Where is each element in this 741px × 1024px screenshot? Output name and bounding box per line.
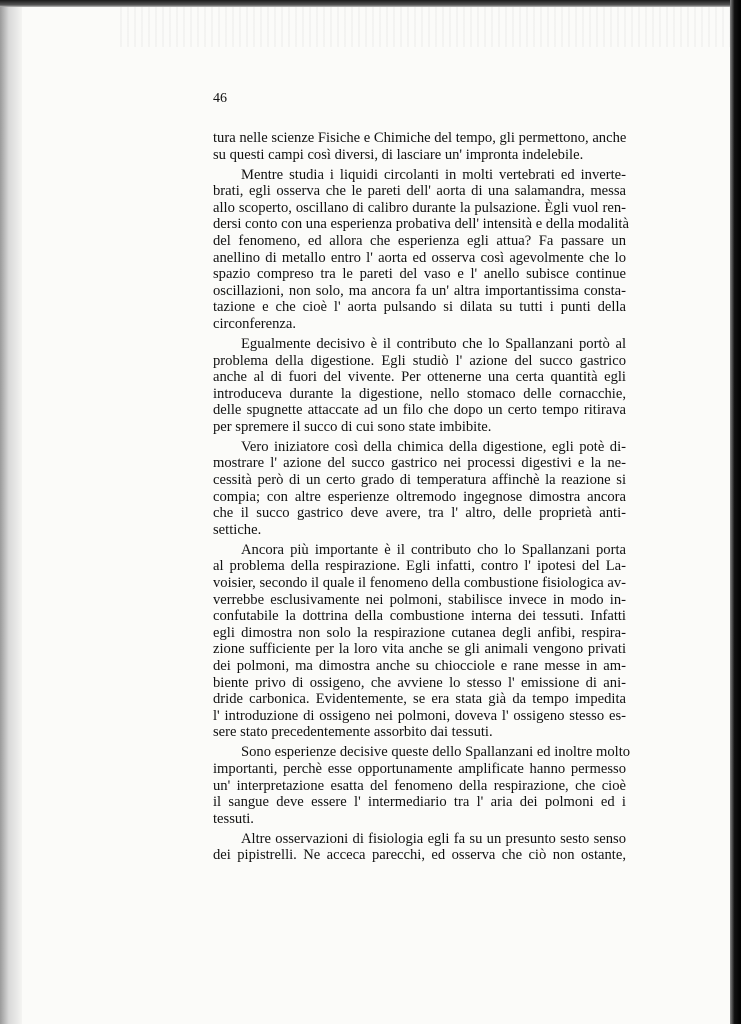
- paragraph: [213, 166, 629, 333]
- text-line: Egualmente decisivo è il contributo che lo Spallanzani portò al: [241, 335, 626, 352]
- text-line: settiche.: [213, 521, 262, 538]
- text-line: Vero iniziatore così della chimica della digestione, egli potè di-: [241, 438, 626, 455]
- body-text: [213, 130, 631, 867]
- text-line: del fenomeno, ed allora che esperienza egli attua? Fa passare un: [213, 232, 626, 249]
- text-line: circonferenza.: [213, 315, 297, 332]
- text-line: problema della digestione. Egli studiò l' azione del succo gastrico: [213, 352, 626, 369]
- paragraph: [213, 336, 626, 436]
- text-line: Ancora più importante è il contributo cho lo Spallanzani porta: [241, 541, 626, 558]
- text-line: sere stato precedentemente assorbito dai tessuti.: [213, 724, 493, 741]
- text-line: delle spugnette attaccate ad un filo che dopo un certo tempo ritirava: [213, 402, 626, 419]
- text-line: allo scoperto, oscillano di calibro durante la pulsazione. Ègli vuol ren-: [213, 199, 626, 216]
- scan-right-edge: [730, 0, 741, 1024]
- scan-left-edge: [0, 0, 22, 1024]
- text-line: dride carbonica. Evidentemente, se era stata già da tempo impedita: [213, 691, 626, 708]
- text-line: importanti, perchè esse opportunamente amplificate hanno permesso: [213, 760, 626, 777]
- text-line: l' introduzione di ossigeno nei polmoni, doveva l' ossigeno stesso es-: [213, 707, 626, 724]
- text-line: dersi conto con una esperienza probativa dell' intensità e della modalità: [213, 216, 629, 233]
- text-line: brati, egli osserva che le pareti dell' aorta di una salamandra, messa: [213, 183, 626, 200]
- text-line: anellino di metallo entro l' aorta ed osserva così agevolmente che lo: [213, 249, 626, 266]
- text-line: Mentre studia i liquidi circolanti in molti vertebrati ed inverte-: [241, 166, 626, 183]
- text-line: al problema della respirazione. Egli infatti, contro l' ipotesi del La-: [213, 558, 626, 575]
- paragraph: [213, 439, 626, 539]
- text-line: dei polmoni, ma dimostra anche su chiocciole e rane messe in am-: [213, 657, 626, 674]
- text-line: biente privo di ossigeno, che avviene lo stesso l' emissione di ani-: [213, 674, 626, 691]
- paragraph: [213, 542, 626, 741]
- text-line: che il succo gastrico deve avere, tra l' altro, delle proprietà anti-: [213, 505, 626, 522]
- text-line: Sono esperienze decisive queste dello Spallanzani ed inoltre molto: [241, 744, 631, 761]
- text-line: spazio compreso tra le pareti del vaso e l' anello subisce continue: [213, 266, 626, 283]
- page-number: 46: [213, 91, 227, 106]
- paragraph: [213, 744, 631, 827]
- text-line: introduceva durante la digestione, nello stomaco delle cornacchie,: [213, 385, 626, 402]
- text-line: compia; con altre esperienze oltremodo ingegnose dimostra ancora: [213, 488, 626, 505]
- text-line: Altre osservazioni di fisiologia egli fa su un presunto sesto senso: [241, 830, 626, 847]
- text-line: il sangue deve essere l' intermediario tra l' aria dei polmoni ed i: [213, 794, 626, 811]
- text-line: su questi campi così diversi, di lasciare un' impronta indelebile.: [213, 146, 584, 163]
- paragraph: [213, 130, 626, 163]
- text-line: egli dimostra non solo la respirazione cutanea degli anfibi, respira-: [213, 624, 626, 641]
- text-line: tessuti.: [213, 810, 254, 827]
- text-line: oscillazioni, non solo, ma ancora fa un' altra importantissima consta-: [213, 282, 626, 299]
- text-line: verrebbe esclusivamente nei polmoni, stabilisce invece in modo in-: [213, 591, 626, 608]
- text-line: un' interpretazione esatta del fenomeno della respirazione, che cioè: [213, 777, 626, 794]
- scan-top-noise: [120, 7, 741, 47]
- paragraph: [213, 831, 626, 864]
- text-line: voisier, secondo il quale il fenomeno della combustione fisiologica av-: [213, 575, 626, 591]
- text-line: cessità però di un certo grado di temperatura affinchè la reazione si: [213, 472, 626, 489]
- scan-top-edge: [0, 0, 741, 7]
- text-line: per spremere il succo di cui sono state imbibite.: [213, 418, 492, 435]
- text-line: dei pipistrelli. Ne acceca parecchi, ed osserva che ciò non ostante,: [213, 847, 626, 864]
- text-line: confutabile la dottrina della combustione interna dei tessuti. Infatti: [213, 608, 626, 625]
- text-line: zione sufficiente per la loro vita anche se gli animali vengono privati: [213, 641, 626, 658]
- text-line: anche al di fuori del vivente. Per ottenerne una certa quantità egli: [213, 369, 626, 386]
- text-line: tura nelle scienze Fisiche e Chimiche del tempo, gli permettono, anche: [213, 130, 627, 146]
- text-line: mostrare l' azione del succo gastrico nei processi digestivi e la ne-: [213, 455, 626, 472]
- text-line: tazione e che cioè l' aorta pulsando si dilata su tutti i punti della: [213, 299, 626, 316]
